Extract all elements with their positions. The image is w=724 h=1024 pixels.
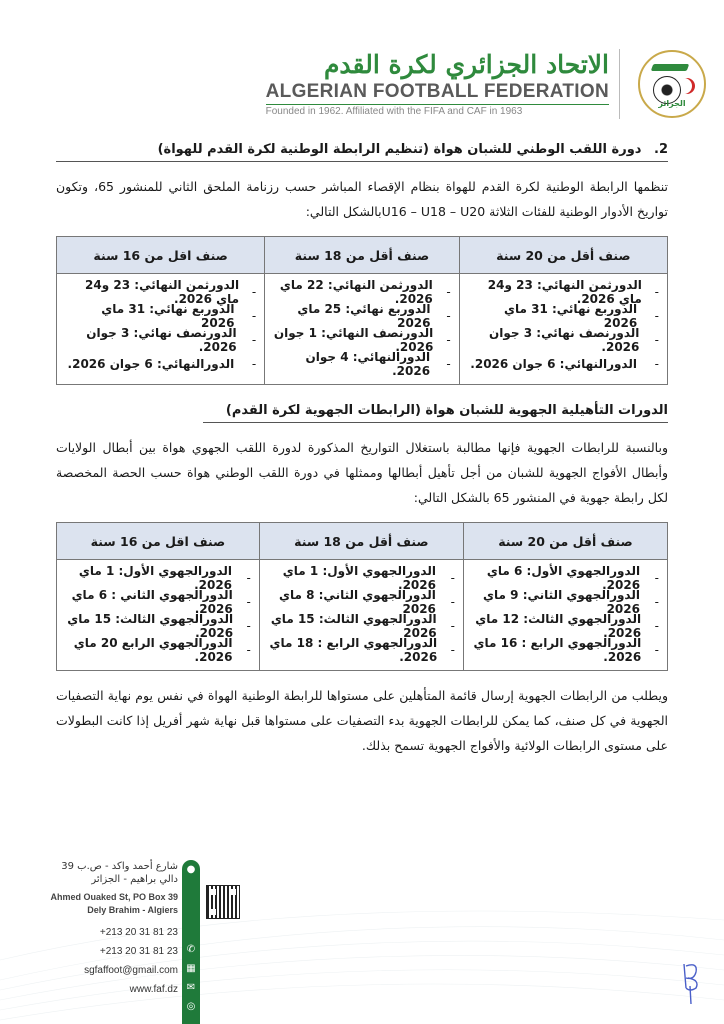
item-text: الدورثمن النهائي: 23 و24 ماي 2026. (85, 278, 240, 306)
bullet-dash: - (251, 333, 257, 347)
footer-green-bar (182, 860, 200, 1024)
bullet-dash: - (446, 285, 451, 299)
bullet-dash: - (251, 309, 257, 323)
list-item (273, 352, 451, 376)
email-link[interactable]: sgfaffoot@gmail.com (84, 965, 178, 976)
column-header: صنف أقل من 18 سنة (259, 523, 463, 560)
bullet-dash: - (654, 309, 659, 323)
item-text: الدوربع نهائي: 31 ماي 2026 (503, 302, 638, 330)
item-text: الدورالجهوي الثالث: 15 ماي 2026 (270, 612, 437, 640)
item-text: الدورالجهوي الثاني : 6 ماي 2026. (71, 588, 233, 616)
column-header: صنف أقل من 18 سنة (265, 237, 460, 274)
bullet-dash: - (251, 357, 257, 371)
org-name-en: ALGERIAN FOOTBALL FEDERATION (266, 80, 609, 105)
globe-icon: ◎ (186, 1001, 196, 1012)
bullet-dash: - (246, 595, 251, 609)
logo-wing-icon (651, 64, 690, 71)
item-text: الدورالنهائي: 6 جوان 2026. (67, 357, 235, 371)
bullet-dash: - (654, 285, 659, 299)
bullet-dash: - (450, 619, 455, 633)
bullet-dash: - (654, 357, 659, 371)
document-body (56, 138, 668, 758)
item-text: الدورالنهائي: 6 جوان 2026. (470, 357, 637, 371)
fax-number: +213 20 31 81 23 (99, 946, 178, 957)
closing-paragraph: ويطلب من الرابطات الجهوية إرسال قائمة المتأهلين على مستواها للرابطة الوطنية الهواة في نفس يوم نهاية التصفيات الجهوية في كل صنف، كما يمكن للرابطات الجهوية بدء التصفيات على مستواها قبل نهاية شهر أفريل إذا كانت البطولات على مستوى الرابطات الولائية والأفواج الجهوية تسمح بذلك. (56, 688, 668, 753)
item-text: الدورالجهوي الثاني: 8 ماي 2026 (278, 588, 436, 616)
table-cell (463, 560, 667, 671)
qr-code[interactable] (206, 885, 240, 919)
list-item (273, 280, 451, 304)
bullet-dash: - (246, 643, 251, 657)
section-1-paragraph: تنظمها الرابطة الوطنية لكرة القدم للهواة بنظام الإقصاء المباشر حسب رزنامة الملحق الثاني للمنشور 65، وتكون تواريخ الأدوار الوطنية للفئات الثلاثة U16 – U18 – U20بالشكل التالي: (56, 179, 668, 219)
website-link[interactable]: www.faf.dz (129, 984, 178, 995)
column-header: صنف اقل من 16 سنة (57, 237, 265, 274)
list-item (65, 590, 251, 614)
list-item (468, 280, 659, 304)
bullet-dash: - (654, 333, 659, 347)
bullet-dash: - (654, 643, 659, 657)
section-2-paragraph: وبالنسبة للرابطات الجهوية فإنها مطالبة باستغلال التواريخ المذكورة لدورة اللقب الجهوي هواة بين أبطال الولايات وأبطال الأفواج الجهوية للشبان من أجل تأهيل أبطالها وممثلها في دورة اللقب الوطني هواة حسب الحصة المخصصة لكل رابطة جهوية في المنشور 65 بالشكل التالي: (56, 440, 668, 505)
item-text: الدورثمن النهائي: 22 ماي 2026. (279, 278, 433, 306)
table-cell (57, 560, 260, 671)
list-item (472, 638, 659, 662)
bullet-dash: - (654, 619, 659, 633)
list-item (65, 566, 251, 590)
crescent-icon (679, 78, 695, 94)
list-item (268, 566, 455, 590)
item-text: الدورالنهائي: 4 جوان 2026. (305, 350, 431, 378)
phone-icon: ✆ (186, 944, 196, 955)
item-text: الدورالجهوي الأول: 6 ماي 2026. (486, 564, 641, 592)
item-text: الدورثمن النهائي: 23 و24 ماي 2026. (487, 278, 642, 306)
column-header: صنف أقل من 20 سنة (459, 237, 667, 274)
section-title-text: دورة اللقب الوطني للشبان هواة (تنظيم الرابطة الوطنية لكرة القدم للهواة) (157, 142, 642, 157)
brand-block (266, 50, 609, 119)
section-1-title (56, 138, 668, 162)
location-pin-icon: ● (186, 864, 196, 875)
address-en-line2: Dely Brahim - Algiers (87, 905, 178, 915)
list-item (472, 566, 659, 590)
contact-footer (20, 860, 240, 1020)
section-number: 2. (654, 142, 668, 157)
contact-details (18, 860, 178, 999)
list-item (468, 352, 659, 376)
phone-number: +213 20 31 81 23 (99, 927, 178, 938)
address-en-line1: Ahmed Ouaked St, PO Box 39 (50, 892, 178, 902)
address-ar-line1: شارع أحمد واكد - ص.ب 39 (61, 861, 178, 872)
list-item (65, 328, 256, 352)
item-text: الدورنصف النهائي: 1 جوان 2026. (273, 326, 434, 354)
bullet-dash: - (446, 333, 451, 347)
item-text: الدورنصف نهائي: 3 جوان 2026. (489, 326, 640, 354)
bullet-dash: - (450, 643, 455, 657)
bullet-dash: - (246, 619, 251, 633)
list-item (65, 638, 251, 662)
table-cell (265, 274, 460, 385)
bullet-dash: - (450, 595, 455, 609)
table-cell (459, 274, 667, 385)
address-ar-line2: دالي براهيم - الجزائر (91, 874, 178, 885)
list-item (65, 304, 256, 328)
letterhead (266, 44, 706, 124)
bullet-dash: - (654, 571, 659, 585)
item-text: الدورنصف نهائي: 3 جوان 2026. (86, 326, 237, 354)
bullet-dash: - (446, 357, 451, 371)
email-icon: ✉ (186, 982, 196, 993)
list-item (268, 614, 455, 638)
item-text: الدوربع نهائي: 31 ماي 2026 (101, 302, 235, 330)
table-cell (57, 274, 265, 385)
faf-logo (638, 50, 706, 118)
list-item (273, 328, 451, 352)
item-text: الدورالجهوي الرابع : 18 ماي 2026. (269, 636, 438, 664)
org-name-ar: الاتحاد الجزائري لكرة القدم (323, 49, 609, 79)
item-text: الدورالجهوي الثالث: 12 ماي 2026. (475, 612, 642, 640)
national-schedule-table (56, 236, 668, 385)
list-item (65, 280, 256, 304)
item-text: الدوربع نهائي: 25 ماي 2026 (297, 302, 431, 330)
item-text: الدورالجهوي الرابع 20 ماي 2026. (73, 636, 233, 664)
header-divider (619, 49, 620, 119)
column-header: صنف اقل من 16 سنة (57, 523, 260, 560)
item-text: الدورالجهوي الأول: 1 ماي 2026. (282, 564, 436, 592)
list-item (472, 614, 659, 638)
list-item (468, 328, 659, 352)
bullet-dash: - (654, 595, 659, 609)
item-text: الدورالجهوي الثالث: 15 ماي 2026. (67, 612, 234, 640)
founded-line: Founded in 1962. Affiliated with the FIFA and CAF in 1963 (265, 105, 523, 117)
list-item (65, 614, 251, 638)
bullet-dash: - (450, 571, 455, 585)
list-item (268, 638, 455, 662)
column-header: صنف أقل من 20 سنة (463, 523, 667, 560)
list-item (65, 352, 256, 376)
fax-icon: ▦ (186, 963, 196, 974)
bullet-dash: - (246, 571, 251, 585)
regional-schedule-table (56, 522, 668, 671)
bullet-dash: - (446, 309, 451, 323)
signature (676, 958, 706, 1008)
item-text: الدورالجهوي الأول: 1 ماي 2026. (78, 564, 233, 592)
logo-text: الجزائر (658, 99, 686, 108)
list-item (268, 590, 455, 614)
list-item (468, 304, 659, 328)
list-item (273, 304, 451, 328)
list-item (472, 590, 659, 614)
table-cell (259, 560, 463, 671)
bullet-dash: - (251, 285, 257, 299)
item-text: الدورالجهوي الرابع : 16 ماي 2026. (473, 636, 642, 664)
section-2-title: الدورات التأهيلية الجهوية للشبان هواة (الرابطات الجهوية لكرة القدم) (203, 399, 668, 423)
item-text: الدورالجهوي الثاني: 9 ماي 2026 (483, 588, 640, 616)
